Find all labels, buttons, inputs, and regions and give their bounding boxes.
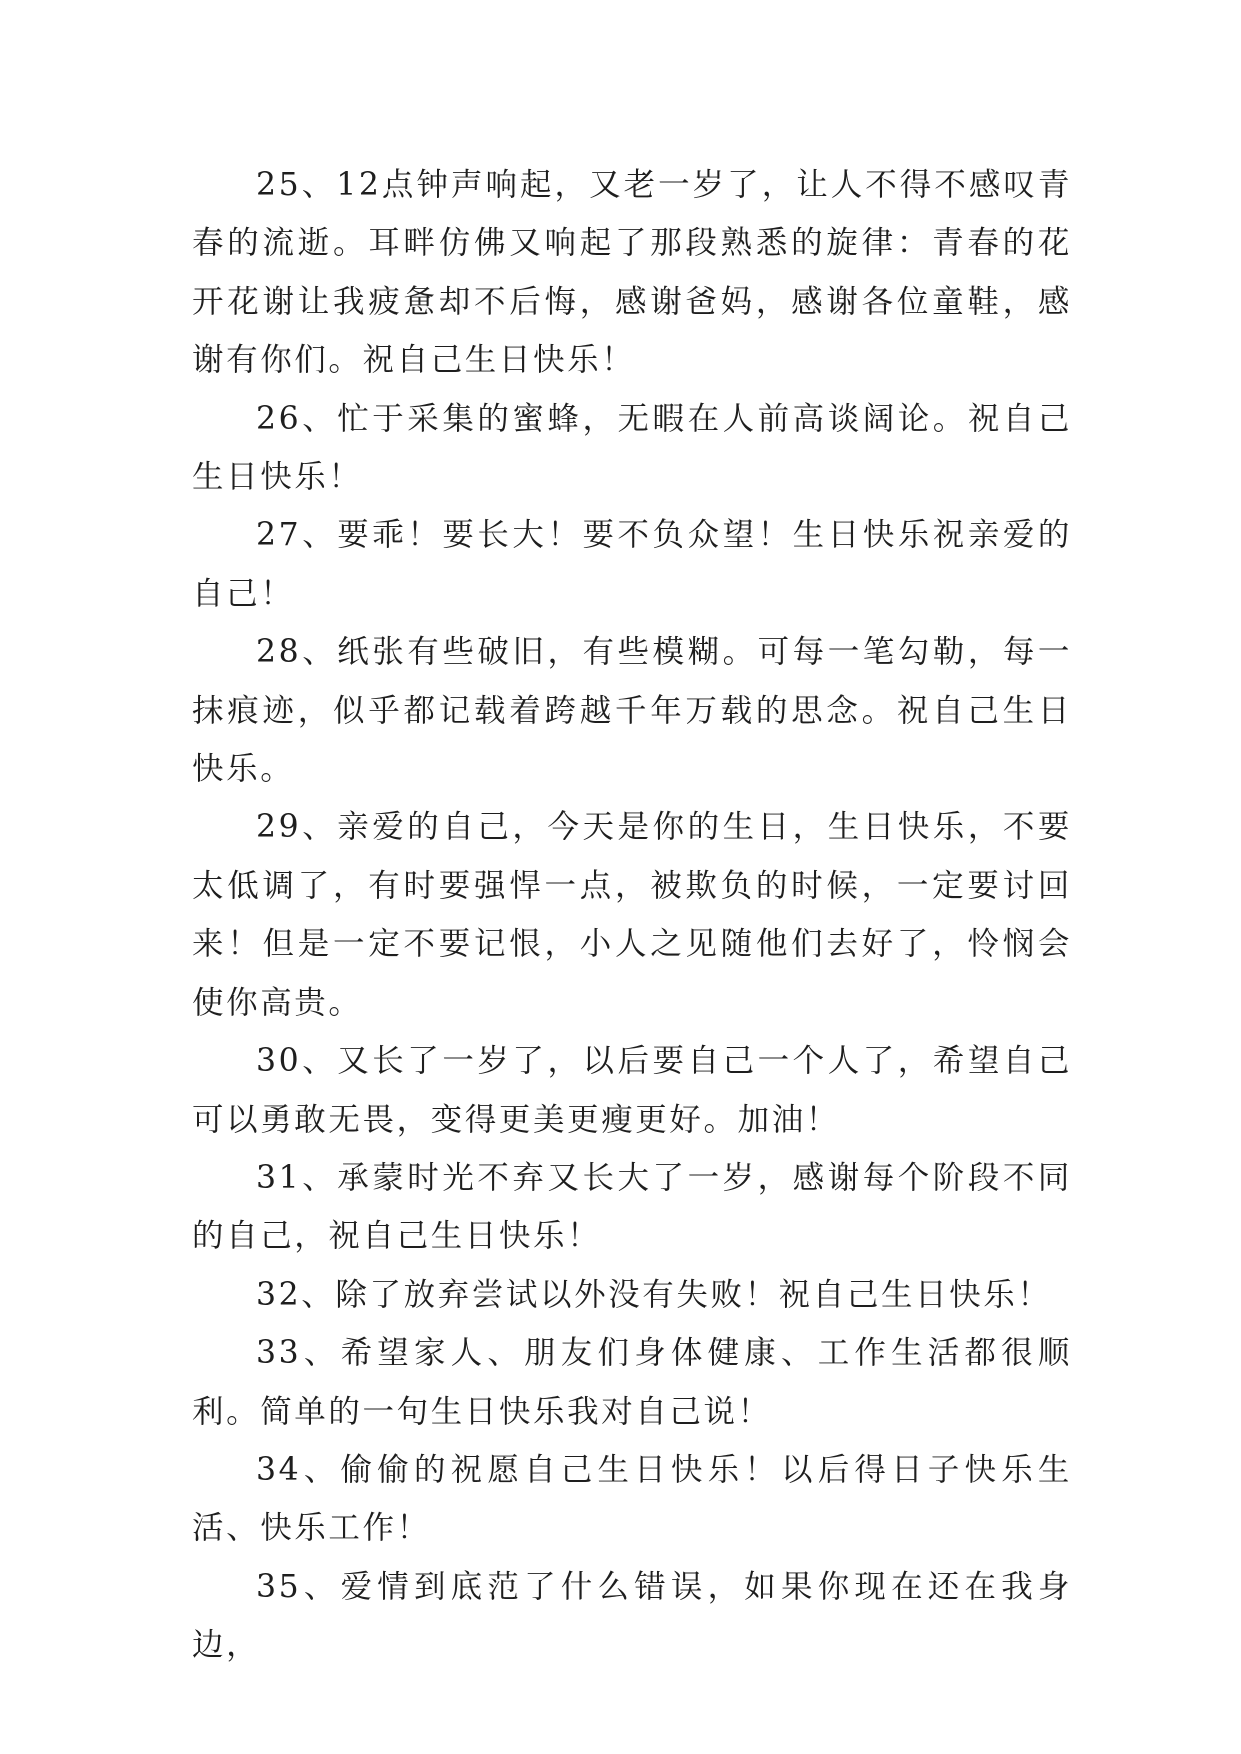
paragraph-30: 30、又长了一岁了，以后要自己一个人了，希望自己可以勇敢无畏，变得更美更瘦更好。加油！ <box>192 1043 1072 1138</box>
paragraph-33: 33、希望家人、朋友们身体健康、工作生活都很顺利。简单的一句生日快乐我对自己说！ <box>192 1335 1072 1430</box>
paragraph-29: 29、亲爱的自己，今天是你的生日，生日快乐，不要太低调了，有时要强悍一点，被欺负的时候，一定要讨回来！但是一定不要记恨，小人之见随他们去好了，怜悯会使你高贵。 <box>192 809 1072 1021</box>
paragraph-31: 31、承蒙时光不弃又长大了一岁，感谢每个阶段不同的自己，祝自己生日快乐！ <box>192 1159 1072 1255</box>
paragraph-27: 27、要乖！要长大！要不负众望！生日快乐祝亲爱的自己！ <box>192 517 1072 612</box>
paragraph-34: 34、偷偷的祝愿自己生日快乐！以后得日子快乐生活、快乐工作！ <box>192 1451 1072 1547</box>
paragraph-25: 25、12点钟声响起，又老一岁了，让人不得不感叹青春的流逝。耳畔仿佛又响起了那段熟悉的旋律：青春的花开花谢让我疲惫却不后悔，感谢爸妈，感谢各位童鞋，感谢有你们。祝自己生日快乐！ <box>192 167 1072 379</box>
paragraph-32: 32、除了放弃尝试以外没有失败！祝自己生日快乐！ <box>256 1276 1052 1313</box>
paragraph-35: 35、爱情到底范了什么错误，如果你现在还在我身边， <box>192 1568 1072 1664</box>
paragraph-26: 26、忙于采集的蜜蜂，无暇在人前高谈阔论。祝自己生日快乐！ <box>192 400 1072 496</box>
document-body <box>192 156 1072 1675</box>
paragraph-28: 28、纸张有些破旧，有些模糊。可每一笔勾勒，每一抹痕迹，似乎都记载着跨越千年万载的思念。祝自己生日快乐。 <box>192 634 1072 788</box>
